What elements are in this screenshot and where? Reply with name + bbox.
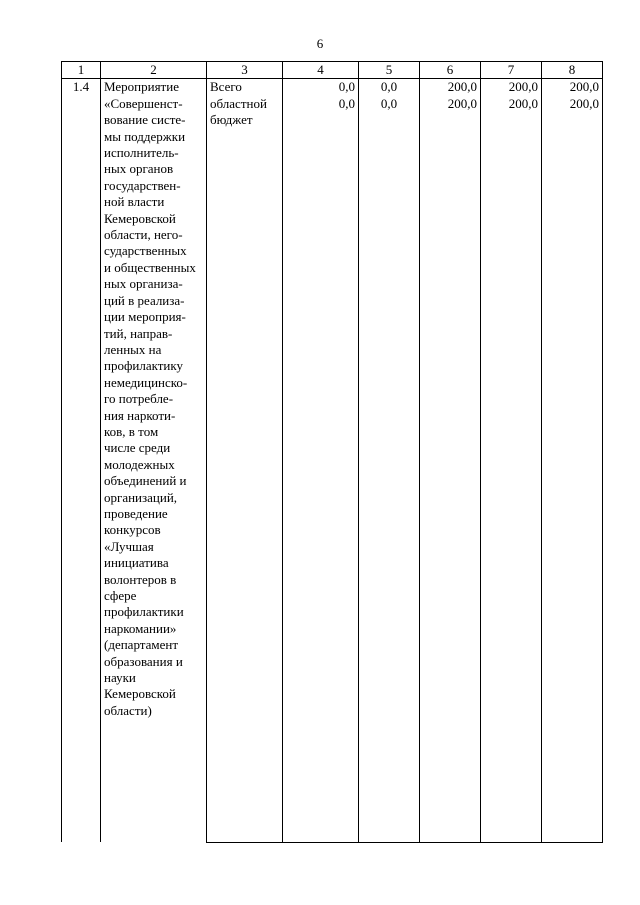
cell-total-6: 200,0 — [420, 79, 481, 96]
header-row — [62, 62, 603, 79]
table-row — [62, 79, 603, 96]
cell-regional-4: 0,0 — [283, 96, 359, 843]
header-col-5: 5 — [359, 62, 420, 79]
header-col-8: 8 — [542, 62, 603, 79]
cell-total-7: 200,0 — [481, 79, 542, 96]
header-col-3: 3 — [207, 62, 283, 79]
source-total: Всего — [207, 79, 283, 96]
cell-regional-8: 200,0 — [542, 96, 603, 843]
page-number: 6 — [316, 36, 324, 51]
source-regional-budget: областной бюджет — [207, 96, 283, 843]
header-col-6: 6 — [420, 62, 481, 79]
header-col-2: 2 — [101, 62, 207, 79]
header-col-4: 4 — [283, 62, 359, 79]
row-number: 1.4 — [62, 79, 101, 843]
row-description: Мероприятие «Совершенст- вование систе- мы поддержки исполнитель- ных органов государствен- ной власти Кемеровской области, него- сударственных и общественных ных организа- ций в реализа- ции мероприя- тий, направ- ленных на профилактику немедицинско- го потребле- ния наркоти- ков, в том числе среди молодежных объединений и организаций, проведение конкурсов «Лучшая инициатива волонтеров в сфере профилактики наркомании» (департамент образования и науки Кемеровской области) — [101, 79, 207, 843]
cell-total-8: 200,0 — [542, 79, 603, 96]
cell-total-4: 0,0 — [283, 79, 359, 96]
cell-regional-7: 200,0 — [481, 96, 542, 843]
header-col-1: 1 — [62, 62, 101, 79]
cell-regional-6: 200,0 — [420, 96, 481, 843]
header-col-7: 7 — [481, 62, 542, 79]
cell-total-5: 0,0 — [359, 79, 420, 96]
budget-table — [61, 61, 603, 843]
cell-regional-5: 0,0 — [359, 96, 420, 843]
